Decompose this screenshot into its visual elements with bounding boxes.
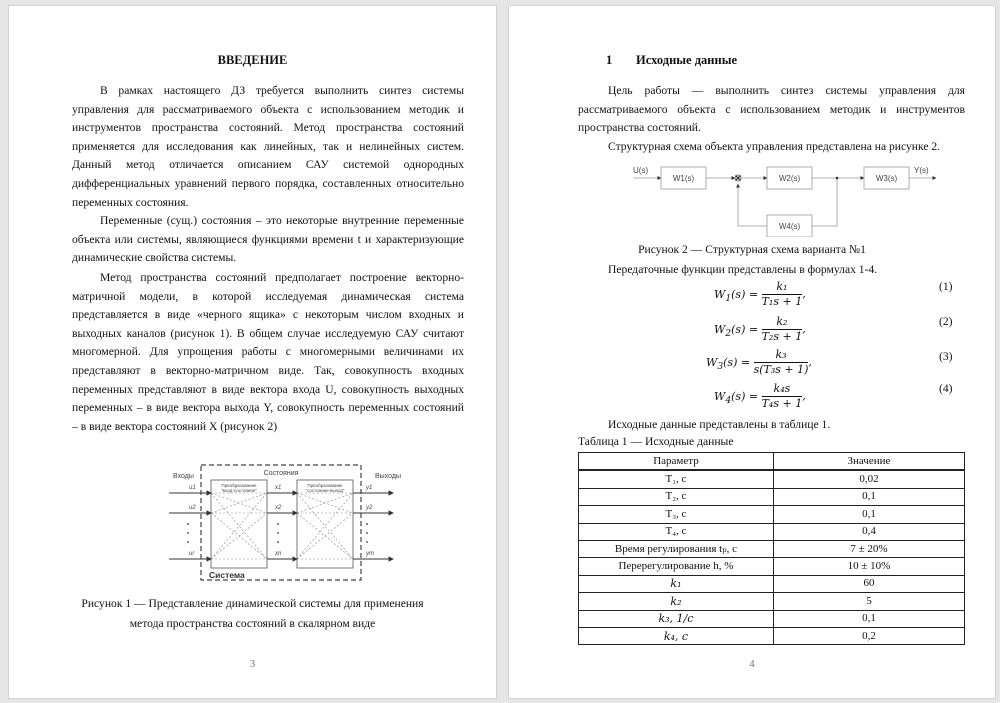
- state-x1-label: x1: [275, 485, 282, 491]
- param-cell: Время регулирования tₚ, с: [579, 540, 774, 557]
- formula-denominator: T₁s + 1: [761, 295, 803, 308]
- table-row: [579, 558, 965, 575]
- formula-4-number: (4): [939, 382, 953, 395]
- text-line: динамические свойства системы.: [72, 251, 237, 265]
- paragraph-goal: [578, 82, 965, 138]
- formula-3-number: (3): [939, 350, 953, 363]
- figure-1-state-space-diagram: [161, 458, 411, 588]
- value-cell: 60: [773, 575, 964, 592]
- formula-lhs: $W_4(s)$ =: [714, 389, 762, 406]
- table-row: [579, 593, 965, 610]
- formula-index: 4: [725, 394, 732, 406]
- text-line: – в виде вектора состояний X (рисунок 2): [72, 419, 278, 433]
- formula-index: 1: [725, 292, 732, 304]
- table-row: [579, 506, 965, 523]
- formula-numerator: k₂: [762, 315, 803, 330]
- table-row: [579, 610, 965, 627]
- text-line: применяется для исследования как линейных, так и нелинейных систем.: [72, 139, 464, 153]
- value-cell: 0,1: [773, 610, 964, 627]
- formula-lhs: $W_3(s)$ =: [706, 355, 754, 372]
- text-line: Метод пространства состояний предполагает построение векторно-: [100, 271, 464, 284]
- table-row: [579, 523, 965, 540]
- caption-line: Рисунок 1 — Представление динамической системы для применения: [81, 597, 424, 610]
- table-caption: Таблица 1 — Исходные данные: [578, 435, 734, 448]
- text-line: объекта или системы, являющиеся функциями времени t и характеризующие: [72, 232, 464, 246]
- text-line: дифференциальных уравнений первого порядка, составленных относительно: [72, 176, 464, 190]
- formula-3: $W_3(s)$ = $\frac{\text{k₃}}{\text{s(T₃s + 1)}}$ ,: [706, 348, 812, 376]
- formula-lhs: $W_1(s)$ =: [714, 287, 762, 304]
- text-line: представляется в виде «черного ящика» с некоторым числом входных и: [72, 308, 464, 322]
- text-line: переменных – в виде вектора выхода Y, совокупность переменных состояний: [72, 401, 464, 415]
- text-line: В рамках настоящего ДЗ требуется выполнить синтез системы: [100, 84, 464, 97]
- output-y2-label: y2: [366, 505, 373, 511]
- outputs-label: Выходы: [375, 473, 401, 480]
- column-header: Параметр: [579, 453, 774, 471]
- input-u1-label: u1: [189, 485, 196, 491]
- w2-label: W2(s): [778, 174, 801, 183]
- block1-label: Преобразование: [221, 483, 257, 488]
- cross-connections: [211, 493, 353, 559]
- output-ym-label: ym: [366, 551, 374, 557]
- table-row: [579, 540, 965, 557]
- figure-2-block-diagram: [631, 159, 941, 237]
- formula-numerator: k₃: [754, 348, 809, 363]
- formula-2: $W_2(s)$ = $\frac{\text{k₂}}{\text{T₂s + 1}}$ ,: [714, 315, 806, 343]
- w4-label: W4(s): [778, 222, 801, 231]
- formula-numerator: k₁: [762, 280, 803, 295]
- document-page-3: [8, 5, 497, 699]
- formula-denominator: T₂s + 1: [761, 330, 803, 343]
- formula-lhs: $W_2(s)$ =: [714, 322, 762, 339]
- ellipsis-dots: [187, 523, 368, 543]
- table-row: [579, 627, 965, 644]
- paragraph-structure: Структурная схема объекта управления представлена на рисунке 2.: [608, 140, 941, 153]
- paragraph-2: [72, 212, 464, 268]
- value-cell: 10 ± 10%: [773, 558, 964, 575]
- text-line: пространства состояний.: [578, 121, 701, 135]
- value-cell: 0,2: [773, 627, 964, 644]
- param-cell: T₃, с: [579, 506, 774, 523]
- table-row: [579, 575, 965, 592]
- table-row: [579, 470, 965, 488]
- system-label: Система: [209, 570, 245, 580]
- page-number: 4: [749, 658, 755, 670]
- value-cell: 7 ± 20%: [773, 540, 964, 557]
- state-x2-label: x2: [275, 505, 282, 511]
- text-line: управления для рассматриваемого объекта с использованием методик и: [72, 102, 464, 116]
- block2-label: Преобразование: [307, 483, 343, 488]
- text-line: инструментов пространства состояний. Метод пространства состояний: [72, 121, 464, 135]
- formula-index: 2: [725, 327, 732, 339]
- output-y1-label: y1: [366, 485, 373, 491]
- caption-line: метода пространства состояний в скалярном виде: [129, 617, 376, 630]
- value-cell: 0,4: [773, 523, 964, 540]
- text-line: матричной модели, в которой исследуемая динамическая система: [72, 289, 464, 303]
- w1-label: W1(s): [672, 174, 695, 183]
- figure-1-caption: [9, 594, 496, 634]
- formula-1-number: (1): [939, 280, 953, 293]
- value-cell: 5: [773, 593, 964, 610]
- value-cell: 0,02: [773, 470, 964, 488]
- page-number: 3: [249, 658, 256, 670]
- figure-2-caption: Рисунок 2 — Структурная схема варианта №1: [638, 243, 866, 256]
- w3-label: W3(s): [875, 174, 898, 183]
- formula-1: $W_1(s)$ = $\frac{\text{k₁}}{\text{T₁s + 1}}$ ,: [714, 280, 806, 308]
- formula-4: $W_4(s)$ = $\frac{\text{k₄s}}{\text{T₄s + 1}}$ ,: [714, 382, 806, 410]
- table-header-row: [579, 453, 965, 471]
- text-line: Данный метод отличается описанием САУ системой однородных: [72, 158, 464, 172]
- paragraph-1: [72, 82, 464, 212]
- state-xn-label: xn: [275, 551, 282, 557]
- value-cell: 0,1: [773, 506, 964, 523]
- param-cell: k₄, с: [579, 627, 774, 644]
- value-cell: 0,1: [773, 488, 964, 505]
- param-cell: Перерегулирование h, %: [579, 558, 774, 575]
- formula-index: 3: [717, 360, 724, 372]
- param-cell: T₁, с: [579, 470, 774, 488]
- table-row: [579, 488, 965, 505]
- block2-label: "состояние-выход": [305, 488, 345, 493]
- table-intro: Исходные данные представлены в таблице 1.: [608, 418, 831, 431]
- param-cell: k₂: [579, 593, 774, 610]
- text-line: рассматриваемого объекта с использованием методик и инструментов: [578, 102, 965, 116]
- branch-point: [836, 177, 839, 180]
- formula-denominator: T₄s + 1: [761, 397, 803, 410]
- column-header: Значение: [773, 453, 964, 471]
- paragraph-3: [72, 269, 464, 436]
- input-ur-label: ur: [189, 551, 195, 557]
- document-page-4: [508, 5, 996, 699]
- page-title: ВВЕДЕНИЕ: [217, 53, 288, 67]
- inputs-label: Входы: [173, 473, 194, 480]
- section-title: Исходные данные: [636, 53, 738, 67]
- text-line: переменных состояния.: [72, 195, 189, 209]
- formula-numerator: k₄s: [762, 382, 803, 397]
- param-cell: k₁: [579, 575, 774, 592]
- param-cell: T₄, с: [579, 523, 774, 540]
- states-label: Состояния: [263, 470, 299, 477]
- text-line: Переменные (сущ.) состояния – это некоторые внутренние переменные: [100, 214, 464, 227]
- signal-lines: [169, 493, 393, 559]
- text-line: переменных представляют в виде вектора входа U, совокупность выходных: [72, 382, 464, 396]
- text-line: представляют в векторно-матричном виде. Так, совокупность входных: [72, 363, 464, 377]
- source-data-table: [578, 452, 965, 645]
- param-cell: k₃, 1/с: [579, 610, 774, 627]
- input-u2-label: u2: [189, 505, 196, 511]
- section-number: 1: [606, 53, 613, 67]
- text-line: Цель работы — выполнить синтез системы управления для: [608, 84, 965, 97]
- formula-denominator: s(T₃s + 1): [753, 363, 809, 376]
- param-cell: T₂, с: [579, 488, 774, 505]
- text-line: выходных каналов (рисунок 1). В общем случае исследуемую САУ считают: [72, 326, 464, 340]
- formulas-intro: Передаточные функции представлены в формулах 1-4.: [608, 263, 878, 276]
- input-u-label: U(s): [633, 166, 649, 175]
- block1-label: "вход-состояние": [221, 488, 257, 493]
- formula-2-number: (2): [939, 315, 953, 328]
- text-line: многомерной. Для упрощения работы с многомерными величинами их: [72, 345, 464, 359]
- output-y-label: Y(s): [914, 166, 929, 175]
